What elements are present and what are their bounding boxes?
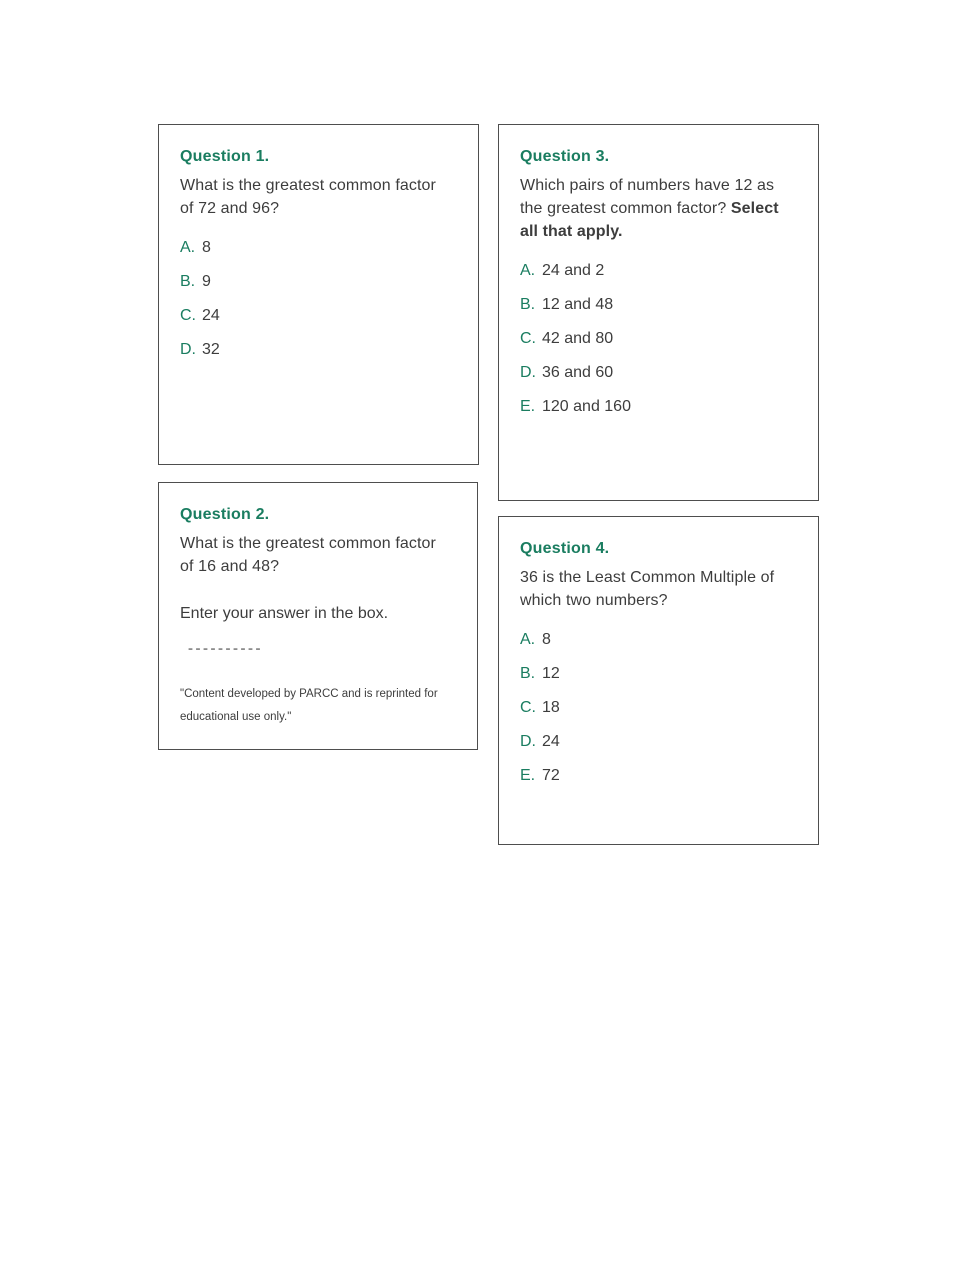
option-letter: B. xyxy=(520,296,536,313)
question-4-title: Question 4. xyxy=(520,540,610,557)
answer-option-q3-e[interactable] xyxy=(520,396,788,418)
option-letter: C. xyxy=(180,307,196,324)
option-text: 42 and 80 xyxy=(542,330,614,347)
option-text: 8 xyxy=(542,631,551,648)
option-text: 32 xyxy=(202,341,220,358)
question-1-prompt xyxy=(180,174,445,220)
option-letter: A. xyxy=(520,631,536,648)
answer-option-q4-c[interactable] xyxy=(520,697,788,719)
answer-option-q4-e[interactable] xyxy=(520,765,788,787)
question-4-prompt xyxy=(520,566,785,612)
option-text: 18 xyxy=(542,699,560,716)
option-letter: C. xyxy=(520,330,536,347)
question-1-card xyxy=(158,124,479,465)
question-3-prompt xyxy=(520,174,785,243)
option-text: 120 and 160 xyxy=(542,398,631,415)
option-letter: D. xyxy=(520,364,536,381)
answer-option-q3-c[interactable] xyxy=(520,328,788,350)
option-text: 12 and 48 xyxy=(542,296,614,313)
option-letter: A. xyxy=(520,262,536,279)
question-1-title: Question 1. xyxy=(180,148,270,165)
question-1-prompt-text: What is the greatest common factor of 72 and 96? xyxy=(180,177,436,217)
question-4-prompt-text: 36 is the Least Common Multiple of which two numbers? xyxy=(520,569,775,609)
question-2-prompt xyxy=(180,532,445,578)
answer-option-q3-d[interactable] xyxy=(520,362,788,384)
option-text: 24 and 2 xyxy=(542,262,605,279)
option-letter: B. xyxy=(520,665,536,682)
question-3-card xyxy=(498,124,819,501)
question-3-title: Question 3. xyxy=(520,148,610,165)
option-letter: E. xyxy=(520,398,536,415)
answer-blank-field[interactable]: ---------- xyxy=(188,640,263,657)
question-1-options xyxy=(180,237,448,361)
question-2-card xyxy=(158,482,478,750)
option-letter: D. xyxy=(520,733,536,750)
option-letter: D. xyxy=(180,341,196,358)
answer-option-q3-b[interactable] xyxy=(520,294,788,316)
question-2-title: Question 2. xyxy=(180,506,270,523)
option-text: 12 xyxy=(542,665,560,682)
answer-option-q1-c[interactable] xyxy=(180,305,448,327)
option-letter: B. xyxy=(180,273,196,290)
answer-option-q4-a[interactable] xyxy=(520,629,788,651)
parcc-citation: "Content developed by PARCC and is reprinted for educational use only." xyxy=(180,688,438,723)
option-text: 36 and 60 xyxy=(542,364,614,381)
question-3-prompt-text: Which pairs of numbers have 12 as the greatest common factor? xyxy=(520,177,775,217)
option-letter: C. xyxy=(520,699,536,716)
option-text: 9 xyxy=(202,273,211,290)
question-3-options xyxy=(520,260,788,418)
question-4-options xyxy=(520,629,788,787)
question-2-instruction: Enter your answer in the box. xyxy=(180,605,389,622)
answer-option-q4-d[interactable] xyxy=(520,731,788,753)
option-text: 72 xyxy=(542,767,560,784)
question-4-card xyxy=(498,516,819,845)
answer-option-q1-d[interactable] xyxy=(180,339,448,361)
option-text: 24 xyxy=(542,733,560,750)
option-text: 8 xyxy=(202,239,211,256)
option-letter: E. xyxy=(520,767,536,784)
question-3-prompt-bold: Select all that apply. xyxy=(520,200,779,240)
option-text: 24 xyxy=(202,307,220,324)
answer-option-q1-b[interactable] xyxy=(180,271,448,293)
answer-option-q4-b[interactable] xyxy=(520,663,788,685)
option-letter: A. xyxy=(180,239,196,256)
answer-option-q3-a[interactable] xyxy=(520,260,788,282)
answer-option-q1-a[interactable] xyxy=(180,237,448,259)
question-2-prompt-text: What is the greatest common factor of 16 and 48? xyxy=(180,535,436,575)
